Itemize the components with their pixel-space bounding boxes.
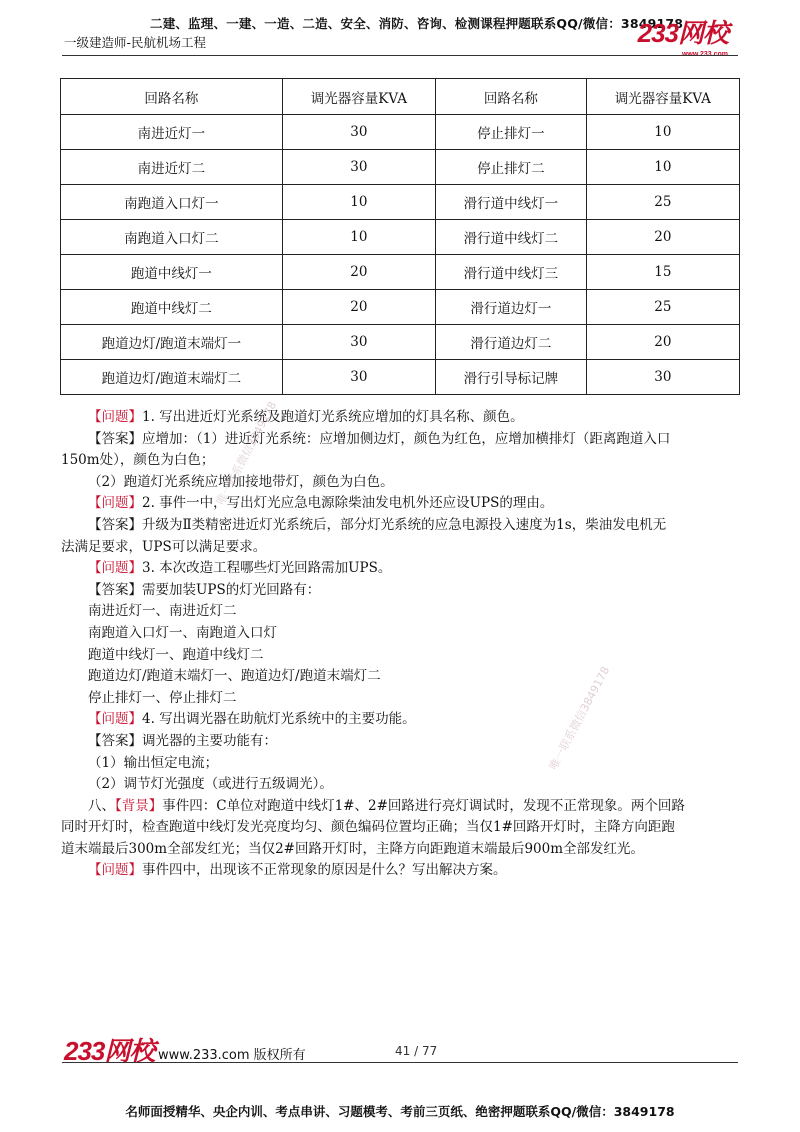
footer-copyright: www.233.com 版权所有 <box>158 1048 306 1063</box>
table-cell: 10 <box>586 150 739 185</box>
footer-divider <box>62 1062 738 1063</box>
table-cell: 停止排灯二 <box>436 150 587 185</box>
table-cell: 跑道中线灯一 <box>61 255 283 290</box>
table-cell: 南进近灯二 <box>61 150 283 185</box>
watermark: 唯一联系微信3849178 <box>546 664 613 773</box>
background-continued: 道末端最后300m全部发红光；当仅2#回路开灯时，主降方向距跑道末端最后900m全部发红光。 <box>61 840 645 857</box>
table-cell: 滑行道边灯二 <box>436 325 587 360</box>
dimmer-capacity-table <box>60 78 740 395</box>
table-cell: 滑行道边灯一 <box>436 290 587 325</box>
table-cell: 滑行引导标记牌 <box>436 360 587 395</box>
list-item: 跑道中线灯一、跑道中线灯二 <box>88 646 264 663</box>
background-continued: 同时开灯时，检查跑道中线灯发光亮度均匀、颜色编码位置均正确；当仅1#回路开灯时，主降方向距跑 <box>61 819 675 836</box>
header-ad-line: 二建、监理、一建、一造、二造、安全、消防、咨询、检测课程押题联系QQ/微信：3849178 <box>150 16 684 31</box>
question-tag: 【问题】 <box>88 560 142 577</box>
table-cell: 滑行道中线灯二 <box>436 220 587 255</box>
table-cell: 25 <box>586 290 739 325</box>
answer-4-item: （2）调节灯光强度（或进行五级调光）。 <box>88 776 333 793</box>
table-row <box>61 185 740 220</box>
table-cell: 30 <box>586 360 739 395</box>
answer-1-part2: （2）跑道灯光系统应增加接地带灯，颜色为白色。 <box>88 473 394 490</box>
table-cell: 滑行道中线灯三 <box>436 255 587 290</box>
header-divider <box>62 55 738 56</box>
answer-tag: 【答案】 <box>88 516 142 533</box>
table-cell: 30 <box>282 325 435 360</box>
page-number: 41 / 77 <box>395 1044 438 1058</box>
column-header: 回路名称 <box>61 79 283 115</box>
question-tag: 【问题】 <box>88 711 142 728</box>
table-row <box>61 150 740 185</box>
brand-logo-url: www.233.com <box>681 51 728 58</box>
table-cell: 跑道中线灯二 <box>61 290 283 325</box>
answer-tag: 【答案】 <box>88 581 142 598</box>
table-cell: 南进近灯一 <box>61 115 283 150</box>
answer-4: 【答案】调光器的主要功能有： <box>88 732 277 749</box>
table-cell: 滑行道中线灯一 <box>436 185 587 220</box>
table-row <box>61 325 740 360</box>
answer-2-continued: 法满足要求，UPS可以满足要求。 <box>61 538 267 555</box>
background-tag: 【背景】 <box>115 797 163 814</box>
table-row <box>61 115 740 150</box>
answer-1-continued: 150m处），颜色为白色； <box>61 452 215 469</box>
table-row <box>61 360 740 395</box>
column-header: 调光器容量KVA <box>586 79 739 115</box>
list-item: 停止排灯一、停止排灯二 <box>88 689 237 706</box>
question-tag: 【问题】 <box>88 862 142 879</box>
brand-logo-text: 233网校 <box>637 18 728 48</box>
table-cell: 30 <box>282 115 435 150</box>
answer-1: 【答案】应增加：（1）进近灯光系统：应增加侧边灯，颜色为红色，应增加横排灯（距离跑道入口 <box>88 430 671 447</box>
brand-logo <box>637 18 728 66</box>
table-cell: 南跑道入口灯二 <box>61 220 283 255</box>
table-cell: 15 <box>586 255 739 290</box>
question-1: 【问题】1. 写出进近灯光系统及跑道灯光系统应增加的灯具名称、颜色。 <box>88 409 524 425</box>
question-2: 【问题】2. 事件一中，写出灯光应急电源除柴油发电机外还应设UPS的理由。 <box>88 495 554 512</box>
table-cell: 跑道边灯/跑道末端灯二 <box>61 360 283 395</box>
table-cell: 南跑道入口灯一 <box>61 185 283 220</box>
section-number: 八、 <box>88 797 115 814</box>
answer-tag: 【答案】 <box>88 430 142 447</box>
table-header-row <box>61 79 740 115</box>
table-cell: 20 <box>586 220 739 255</box>
list-item: 南进近灯一、南进近灯二 <box>88 603 237 620</box>
table-cell: 停止排灯一 <box>436 115 587 150</box>
table-row <box>61 255 740 290</box>
question-4: 【问题】4. 写出调光器在助航灯光系统中的主要功能。 <box>88 711 416 728</box>
qa-content <box>61 407 740 882</box>
answer-4-item: （1）输出恒定电流； <box>88 754 219 771</box>
column-header: 调光器容量KVA <box>282 79 435 115</box>
table-cell: 20 <box>282 290 435 325</box>
background-section: 八、【背景】事件四：C单位对跑道中线灯1#、2#回路进行亮灯调试时，发现不正常现象。两个回路 <box>88 797 685 814</box>
table-cell: 25 <box>586 185 739 220</box>
table-row <box>61 220 740 255</box>
document-title: 一级建造师-民航机场工程 <box>64 35 207 50</box>
table-row <box>61 290 740 325</box>
table-cell: 30 <box>282 150 435 185</box>
question-5: 【问题】事件四中，出现该不正常现象的原因是什么？写出解决方案。 <box>88 862 507 879</box>
question-tag: 【问题】 <box>88 495 142 512</box>
table-cell: 30 <box>282 360 435 395</box>
table-cell: 跑道边灯/跑道末端灯一 <box>61 325 283 360</box>
watermark: 唯一联系微信3849178 <box>213 399 280 508</box>
answer-3: 【答案】需要加装UPS的灯光回路有： <box>88 581 321 598</box>
table-cell: 10 <box>282 185 435 220</box>
footer-logo: 233网校 <box>64 1036 155 1066</box>
table-cell: 10 <box>282 220 435 255</box>
question-tag: 【问题】 <box>88 409 142 425</box>
answer-tag: 【答案】 <box>88 732 142 749</box>
list-item: 跑道边灯/跑道末端灯一、跑道边灯/跑道末端灯二 <box>88 668 381 685</box>
column-header: 回路名称 <box>436 79 587 115</box>
footer-ad-line: 名师面授精华、央企内训、考点串讲、习题模考、考前三页纸、绝密押题联系QQ/微信：3849178 <box>125 1104 675 1119</box>
list-item: 南跑道入口灯一、南跑道入口灯 <box>88 624 277 641</box>
answer-2: 【答案】升级为Ⅱ类精密进近灯光系统后，部分灯光系统的应急电源投入速度为1s，柴油发电机无 <box>88 516 667 533</box>
question-3: 【问题】3. 本次改造工程哪些灯光回路需加UPS。 <box>88 560 392 577</box>
table-cell: 10 <box>586 115 739 150</box>
table-cell: 20 <box>282 255 435 290</box>
table-cell: 20 <box>586 325 739 360</box>
